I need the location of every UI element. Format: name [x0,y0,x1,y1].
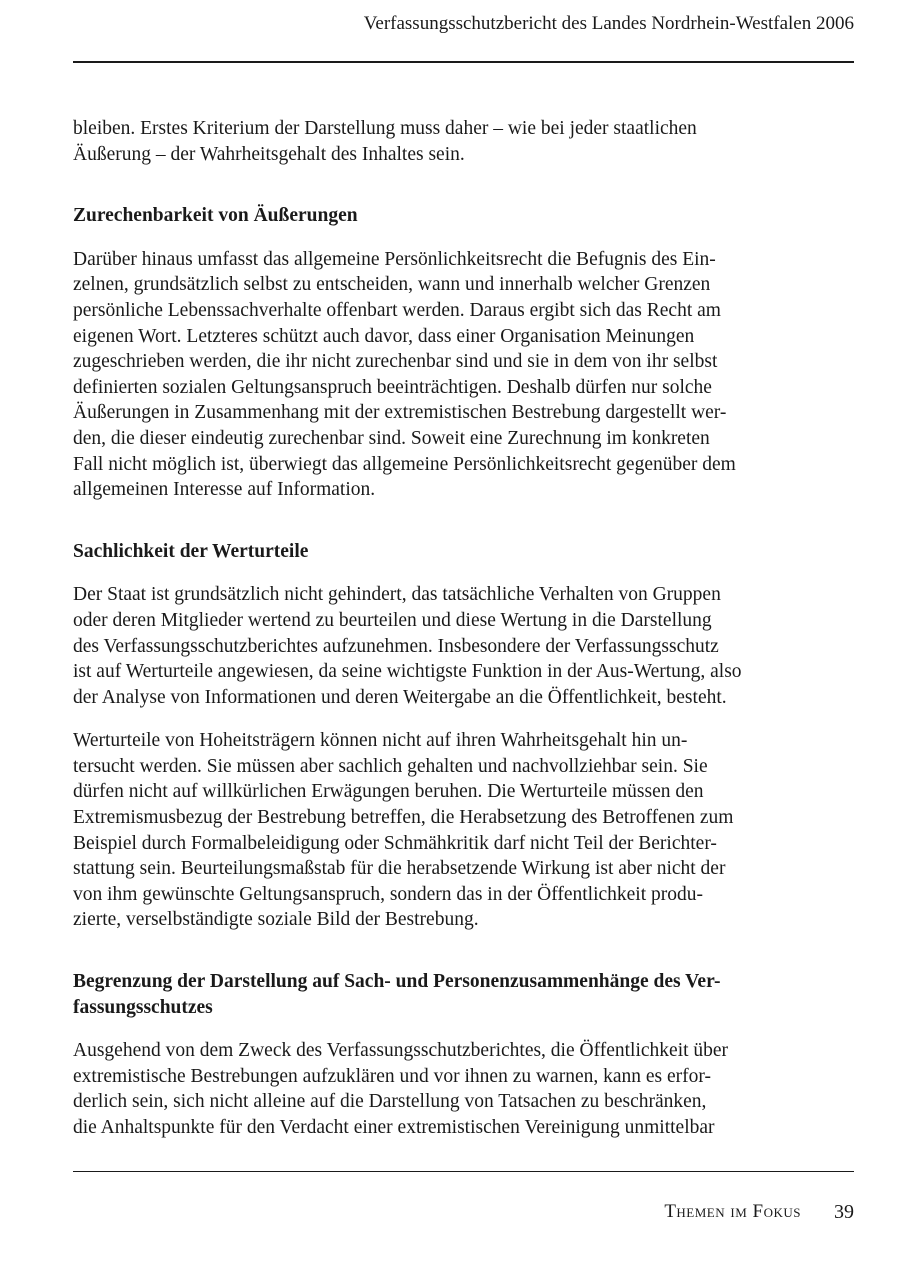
text-line: Äußerungen in Zusammenhang mit der extremistischen Bestrebung dargestellt wer- [73,402,727,424]
sachlichkeit-paragraph-1 [73,582,833,710]
text-line: Beispiel durch Formalbeleidigung oder Schmähkritik darf nicht Teil der Berichter- [73,832,717,854]
text-line: zierte, verselbständigte soziale Bild der Bestrebung. [73,909,479,931]
text-line: den, die dieser eindeutig zurechenbar sind. Soweit eine Zurechnung im konkreten [73,427,710,449]
header-rule [73,61,854,63]
heading-line: Begrenzung der Darstellung auf Sach- und Personenzusammenhänge des Ver- [73,971,721,993]
text-line: tersucht werden. Sie müssen aber sachlich gehalten und nachvollziehbar sein. Sie [73,755,708,777]
text-line: persönliche Lebenssachverhalte offenbart werden. Daraus ergibt sich das Recht am [73,299,721,321]
text-line: Ausgehend von dem Zweck des Verfassungsschutzberichtes, die Öffentlichkeit über [73,1040,729,1062]
text-line: stattung sein. Beurteilungsmaßstab für die herabsetzende Wirkung ist aber nicht der [73,858,726,880]
text-line: die Anhaltspunkte für den Verdacht einer extremistischen Vereinigung unmittelbar [73,1117,715,1138]
sachlichkeit-paragraph-2 [73,728,833,933]
text-line: extremistische Bestrebungen aufzuklären und vor ihnen zu warnen, kann es erfor- [73,1065,711,1087]
page-number: 39 [834,1201,854,1223]
text-line: von ihm gewünschte Geltungsanspruch, sondern das in der Öffentlichkeit produ- [73,883,703,905]
text-line: allgemeinen Interesse auf Information. [73,479,376,501]
text-line: ist auf Werturteile angewiesen, da seine wichtigste Funktion in der Aus-Wertung, also [73,661,742,683]
text-line: Fall nicht möglich ist, überwiegt das allgemeine Persönlichkeitsrecht gegenüber dem [73,453,736,475]
text-line: derlich sein, sich nicht alleine auf die Darstellung von Tatsachen zu beschränken, [73,1091,707,1113]
section-heading-begrenzung [73,969,833,1020]
page-body [73,116,833,1141]
section-heading-sachlichkeit: Sachlichkeit der Werturteile [73,540,309,562]
footer-section-title: Themen im Fokus [664,1201,801,1222]
text-line: Der Staat ist grundsätzlich nicht gehindert, das tatsächliche Verhalten von Gruppen [73,584,721,606]
zurechenbarkeit-paragraph [73,247,833,503]
text-line: eigenen Wort. Letzteres schützt auch davor, dass einer Organisation Meinungen [73,325,695,347]
text-line: dürfen nicht auf willkürlichen Erwägungen beruhen. Die Werturteile müssen den [73,781,704,803]
intro-paragraph [73,116,833,167]
text-line: definierten sozialen Geltungsanspruch beeinträchtigen. Deshalb dürfen nur solche [73,376,712,398]
footer-rule [73,1171,854,1172]
text-line: zelnen, grundsätzlich selbst zu entscheiden, wann und innerhalb welcher Grenzen [73,274,711,296]
text-line: oder deren Mitglieder wertend zu beurteilen und diese Wertung in die Darstellung [73,609,712,631]
section-heading-zurechenbarkeit: Zurechenbarkeit von Äußerungen [73,205,358,227]
text-line: der Analyse von Informationen und deren Weitergabe an die Öffentlichkeit, besteht. [73,686,727,708]
text-line: des Verfassungsschutzberichtes aufzunehmen. Insbesondere der Verfassungsschutz [73,635,719,657]
text-line: Darüber hinaus umfasst das allgemeine Persönlichkeitsrecht die Befugnis des Ein- [73,248,716,270]
text-line: bleiben. Erstes Kriterium der Darstellung muss daher – wie bei jeder staatlichen [73,118,697,139]
text-line: Werturteile von Hoheitsträgern können nicht auf ihren Wahrheitsgehalt hin un- [73,730,688,752]
text-line: zugeschrieben werden, die ihr nicht zurechenbar sind und sie in dem von ihr selbst [73,351,718,373]
text-line: Extremismusbezug der Bestrebung betreffen, die Herabsetzung des Betroffenen zum [73,807,734,829]
begrenzung-paragraph [73,1038,833,1140]
text-line: Äußerung – der Wahrheitsgehalt des Inhaltes sein. [73,143,465,165]
running-header-title: Verfassungsschutzbericht des Landes Nordrhein-Westfalen 2006 [363,13,854,34]
heading-line: fassungsschutzes [73,996,213,1018]
